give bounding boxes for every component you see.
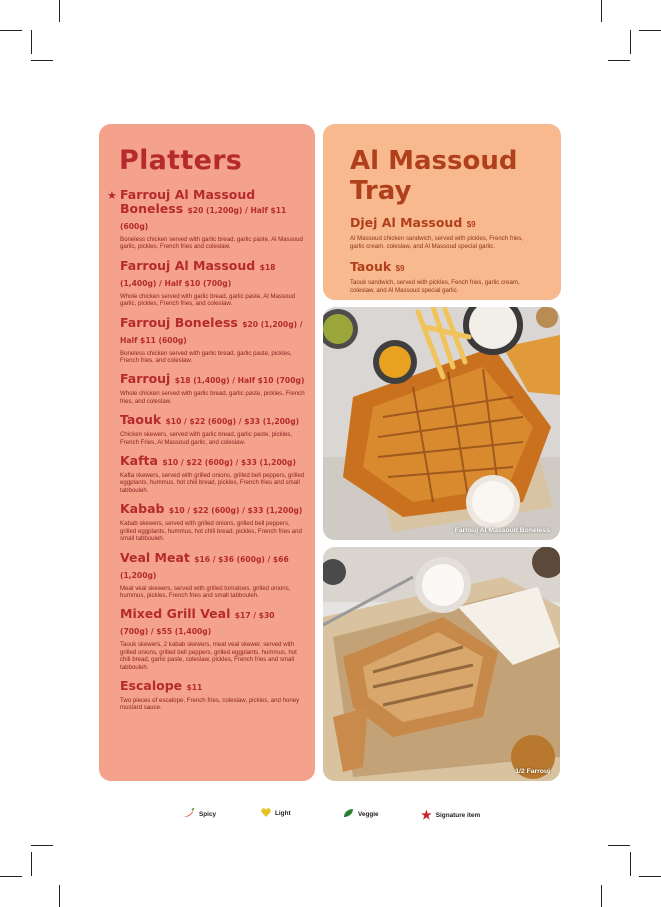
menu-item: [109, 316, 305, 365]
food-photo-boneless: [323, 307, 560, 540]
item-price: $18 (1,400g) / Half $10 (700g): [120, 262, 276, 288]
item-description: Boneless chicken served with garlic bread, garlic paste, pickles, French fries, and coleslaw.: [120, 349, 292, 365]
item-name: Kabab: [120, 501, 165, 517]
legend-spicy: Spicy: [183, 808, 216, 820]
tray-panel: [323, 124, 561, 300]
menu-item: [109, 372, 305, 405]
item-price: $17 / $30 (700g) / $55 (1,400g): [120, 611, 275, 637]
chili-icon: [183, 808, 195, 820]
legend-veggie: Veggie: [343, 808, 379, 820]
tray-title-line2: Tray: [350, 176, 412, 206]
food-photo-half-farrouj: [323, 547, 560, 781]
heart-icon: [261, 808, 271, 819]
tray-item: [350, 214, 539, 250]
item-price: $16 / $36 (600g) / $66 (1,200g): [120, 554, 289, 580]
item-name: Farrouj Boneless: [120, 314, 238, 330]
item-price: $11: [186, 682, 203, 692]
item-name: Taouk: [350, 259, 392, 275]
item-description: Kafta skewers, served with grilled onions, grilled bell peppers, grilled eggplants, hummus, hot chili bread, pickles, French fries and small tabbouleh.: [120, 472, 305, 494]
star-icon: ★: [107, 190, 117, 202]
item-name: Farrouj: [120, 371, 171, 387]
boneless-platter-illustration: [323, 307, 560, 540]
item-name: Taouk: [120, 412, 162, 428]
photo-caption: 1/2 Farrouj: [515, 768, 550, 775]
leaf-icon: [343, 808, 354, 820]
item-price: $20 (1,200g) / Half $11 (600g): [120, 319, 303, 345]
crop-mark: [630, 852, 631, 876]
item-price: $10 / $22 (600g) / $33 (1,200g): [168, 506, 303, 516]
legend-signature: ★ Signature item: [421, 808, 481, 822]
crop-mark: [0, 876, 22, 877]
tray-item: [350, 258, 539, 294]
tray-title: [350, 146, 539, 206]
crop-mark: [630, 30, 631, 54]
item-description: Whole chicken served with garlic bread, garlic paste, pickles, French fries, and coleslaw.: [120, 390, 305, 405]
platters-panel: [99, 124, 315, 781]
platters-title: Platters: [119, 145, 243, 176]
menu-item: [109, 188, 305, 251]
item-description: Two pieces of escalope, French fries, coleslaw, pickles, and honey mustard sauce.: [120, 696, 300, 712]
crop-mark: [608, 60, 630, 61]
item-description: Kabab skewers, served with grilled onions, grilled bell peppers, grilled eggplants, hummus, hot chili bread, pickles, French fries and small tabbouleh.: [120, 520, 302, 543]
item-name: Veal Meat: [120, 549, 190, 565]
crop-mark: [59, 885, 60, 907]
item-price: $18 (1,400g) / Half $10 (700g): [174, 376, 305, 386]
item-description: Meat veal skewers, served with grilled tomatoes, grilled onions, hummus, pickles, French fries and small tabbouleh.: [120, 584, 291, 599]
crop-mark: [59, 0, 60, 22]
crop-mark: [601, 885, 602, 907]
item-description: Al Massoud chicken sandwich, served with pickles, French fries, garlic cream, coleslaw, and Al Massoud special garlic.: [350, 235, 524, 250]
legend: [0, 808, 661, 824]
item-name: Escalope: [120, 677, 183, 693]
photo-caption: Farrouj Al Massoud Boneless: [454, 527, 550, 534]
crop-mark: [31, 30, 32, 54]
item-price: $9: [466, 220, 476, 229]
item-description: Taouk sandwich, served with pickles, Fench fries, garlic cream, coleslaw, and Al Massoud special garlic.: [350, 279, 520, 294]
crop-mark: [31, 852, 32, 876]
crop-mark: [601, 0, 602, 22]
menu-item: [109, 607, 305, 671]
item-price: $10 / $22 (600g) / $33 (1,200g): [162, 458, 296, 468]
legend-light: Light: [261, 808, 291, 819]
item-name: Kafta: [120, 453, 158, 469]
platters-list: [109, 188, 305, 712]
item-description: Whole chicken served with garlic bread, garlic paste, Al Massoud garlic, pickles, French fries, and coleslaw.: [120, 292, 296, 308]
item-name: Farrouj Al Massoud: [120, 257, 256, 273]
item-description: Boneless chicken served with garlic bread, garlic paste, Al Massoud garlic, pickles, French fries and coleslaw.: [120, 236, 303, 251]
crop-mark: [0, 30, 22, 31]
crop-mark: [639, 30, 661, 31]
crop-mark: [31, 60, 53, 61]
item-price: $9: [395, 264, 405, 274]
menu-item: [109, 259, 305, 308]
star-icon: ★: [421, 808, 432, 822]
menu-item: [109, 551, 305, 600]
item-name: Mixed Grill Veal: [120, 606, 231, 622]
half-farrouj-illustration: [323, 547, 560, 781]
item-price: $20 (1,200g) / Half $11 (600g): [120, 206, 287, 231]
crop-mark: [608, 845, 630, 846]
item-description: Chicken skewers, served with garlic bread, garlic paste, pickles, French Fries, Al Massoud garlic, and coleslaw.: [120, 431, 293, 446]
item-name: Djej Al Massoud: [350, 215, 463, 230]
menu-item: [109, 502, 305, 542]
crop-mark: [31, 845, 53, 846]
menu-item: [109, 454, 305, 494]
tray-title-line1: Al Massoud: [350, 146, 518, 176]
item-description: Taouk skewers, 2 kabab skewers, meat veal skewer, served with grilled onions, grilled bell peppers, grilled eggplants, hummus, hot chili bread, garlic paste, coleslaw, pickles, French fries and small tabbouleh.: [120, 641, 297, 671]
item-price: $10 / $22 (600g) / $33 (1,200g): [165, 417, 300, 427]
menu-item: [109, 679, 305, 712]
menu-item: [109, 413, 305, 446]
item-name: Farrouj Al Massoud Boneless: [120, 187, 256, 216]
crop-mark: [639, 876, 661, 877]
